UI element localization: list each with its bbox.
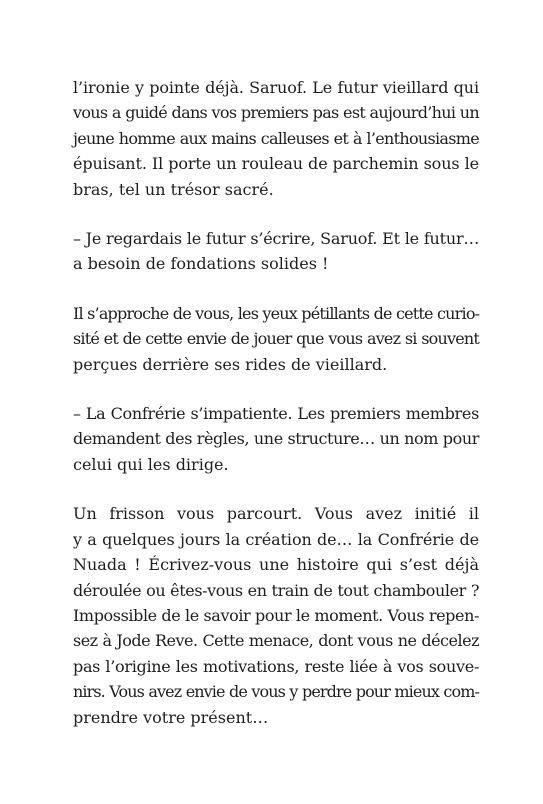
text-line: pas l’origine les motivations, reste liée à vos souve-: [73, 656, 479, 676]
text-line: Un frisson vous parcourt. Vous avez initié il: [73, 504, 479, 524]
text-line: vous a guidé dans vos premiers pas est aujourd’hui un: [73, 103, 479, 123]
paragraph-3: [73, 301, 479, 377]
text-line: demandent des règles, une structure… un nom pour: [73, 429, 479, 449]
text-line: sez à Jode Reve. Cette menace, dont vous ne décelez: [73, 631, 479, 651]
book-page: [73, 75, 479, 730]
text-line: bras, tel un trésor sacré.: [73, 179, 274, 199]
text-line: Nuada ! Écrivez-vous une histoire qui s’est déjà: [73, 555, 479, 575]
text-line: Impossible de le savoir pour le moment. Vous repen-: [73, 605, 479, 625]
text-line: déroulée ou êtes-vous en train de tout chambouler ?: [73, 580, 479, 600]
text-line: épuisant. Il porte un rouleau de parchemin sous le: [73, 154, 479, 174]
text-line: a besoin de fondations solides !: [73, 254, 329, 274]
text-line: nirs. Vous avez envie de vous y perdre pour mieux com-: [73, 682, 479, 702]
text-line: – La Confrérie s’impatiente. Les premiers membres: [73, 404, 479, 424]
text-line: sité et de cette envie de jouer que vous avez si souvent: [73, 329, 479, 349]
text-line: – Je regardais le futur s’écrire, Saruof. Et le futur…: [73, 229, 480, 249]
text-line: Il s’approche de vous, les yeux pétillants de cette curio-: [73, 303, 480, 323]
paragraph-5: [73, 501, 479, 730]
text-line: perçues derrière ses rides de vieillard.: [73, 354, 388, 374]
text-line: prendre votre présent…: [73, 707, 269, 727]
text-line: jeune homme aux mains calleuses et à l’enthousiasme: [73, 128, 479, 148]
text-line: l’ironie y pointe déjà. Saruof. Le futur vieillard qui: [73, 78, 479, 97]
text-line: celui qui les dirige.: [73, 454, 229, 474]
text-line: y a quelques jours la création de… la Confrérie de: [73, 529, 479, 549]
paragraph-1: [73, 75, 479, 202]
paragraph-4: [73, 401, 479, 477]
paragraph-2: [73, 226, 479, 277]
